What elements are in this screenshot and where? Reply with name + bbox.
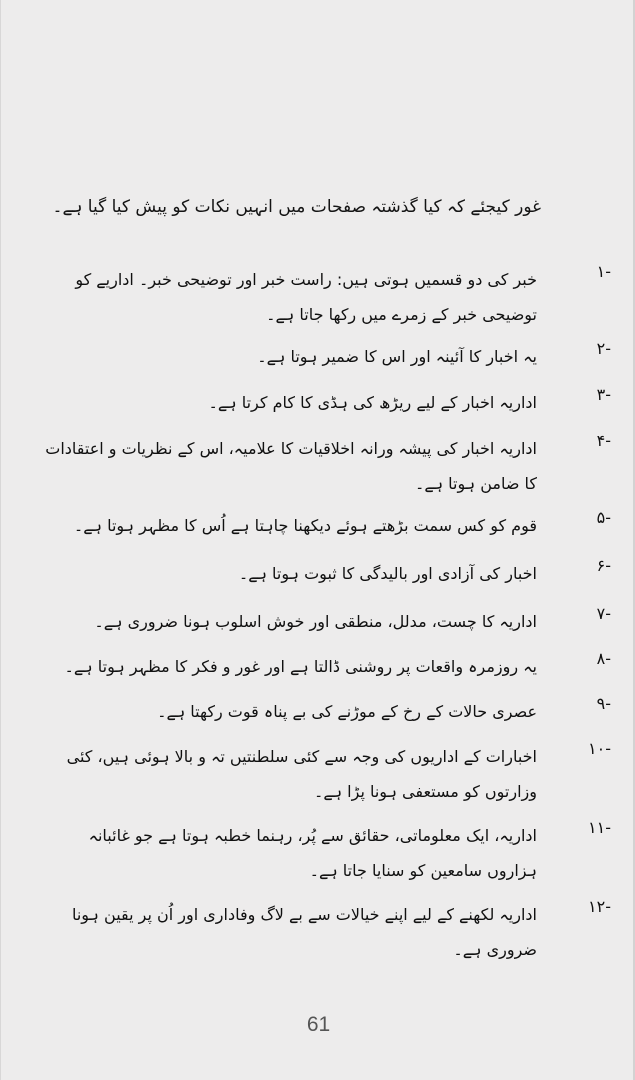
- list-item: [35, 739, 627, 819]
- page-heading: غور کیجئے کہ کیا گذشتہ صفحات میں انہیں نکات کو پیش کیا گیا ہے۔: [52, 197, 541, 217]
- item-text: عصری حالات کے رخ کے موڑنے کی بے پناہ قوت رکھتا ہے۔: [157, 702, 537, 721]
- item-number: -۵: [596, 508, 611, 527]
- item-number: -۴: [596, 431, 611, 450]
- item-number: -۳: [596, 385, 611, 404]
- item-number: -۱: [596, 262, 611, 281]
- item-text: یہ روزمرہ واقعات پر روشنی ڈالتا ہے اور غور و فکر کا مظہر ہوتا ہے۔: [64, 657, 537, 676]
- item-text: اداریہ کا چست، مدلل، منطقی اور خوش اسلوب ہونا ضروری ہے۔: [94, 612, 537, 631]
- list-item: [35, 431, 627, 511]
- item-text: یہ اخبار کا آئینہ اور اس کا ضمیر ہوتا ہے۔: [257, 347, 537, 366]
- item-text: اداریہ اخبار کی پیشہ ورانہ اخلاقیات کا علامیہ، اس کے نظریات و اعتقادات کا ضامن ہوتا ہے۔: [45, 439, 537, 493]
- item-text: قوم کو کس سمت بڑھتے ہوئے دیکھنا چاہتا ہے اُس کا مظہر ہوتا ہے۔: [73, 516, 537, 535]
- item-text: اخبار کی آزادی اور بالیدگی کا ثبوت ہوتا ہے۔: [238, 564, 537, 583]
- list-item: [35, 818, 627, 898]
- list-item: [35, 897, 627, 977]
- item-number: -۲: [596, 339, 611, 358]
- item-text: خبر کی دو قسمیں ہوتی ہیں: راست خبر اور توضیحی خبر۔ اداریے کو توضیحی خبر کے زمرے میں رکھا جاتا ہے۔: [75, 270, 537, 324]
- item-number: -۱۲: [588, 897, 611, 916]
- list-item: [35, 262, 627, 342]
- item-text: اداریہ، ایک معلوماتی، حقائق سے پُر، رہنما خطبہ ہوتا ہے جو غائبانہ ہزاروں سامعین کو سنایا جاتا ہے۔: [88, 826, 537, 880]
- item-number: -۹: [596, 694, 611, 713]
- item-text: اداریہ اخبار کے لیے ریڑھ کی ہڈی کا کام کرتا ہے۔: [208, 393, 537, 412]
- item-number: -۱۰: [588, 739, 611, 758]
- item-number: -۸: [596, 649, 611, 668]
- item-text: اخبارات کے اداریوں کی وجہ سے کئی سلطنتیں تہ و بالا ہوئی ہیں، کئی وزارتوں کو مستعفی ہونا پڑا ہے۔: [66, 747, 537, 801]
- item-number: -۷: [596, 604, 611, 623]
- page-number: 61: [306, 1013, 331, 1036]
- item-number: -۱۱: [588, 818, 611, 837]
- item-number: -۶: [596, 556, 611, 575]
- item-text: اداریہ لکھنے کے لیے اپنے خیالات سے بے لاگ وفاداری اور اُن پر یقین ہونا ضروری ہے۔: [71, 905, 537, 959]
